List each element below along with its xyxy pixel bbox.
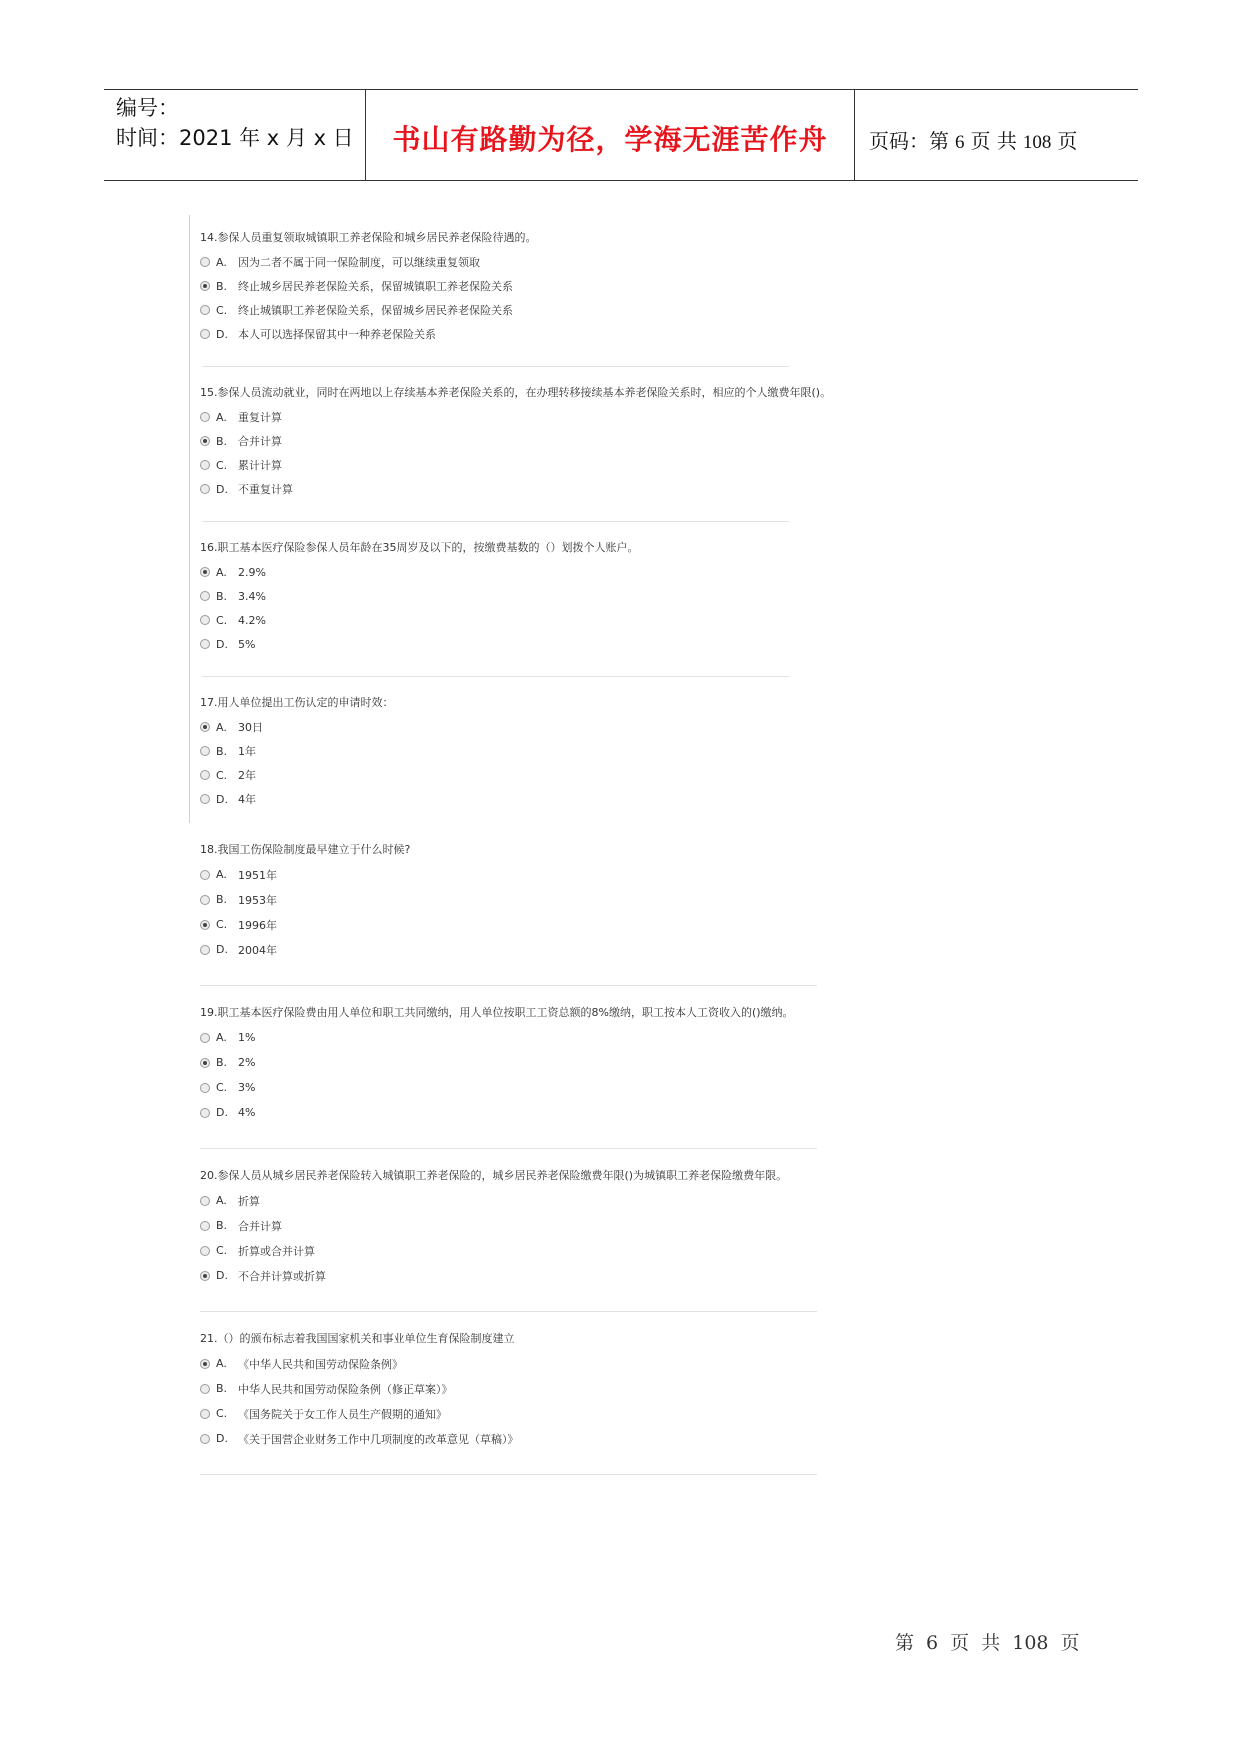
option-text: 本人可以选择保留其中一种养老保险关系	[238, 328, 436, 341]
option-c[interactable]	[200, 298, 537, 322]
option-a[interactable]	[200, 715, 394, 739]
option-letter: D.	[216, 1432, 228, 1445]
option-d[interactable]	[200, 322, 537, 346]
option-text: 30日	[238, 721, 263, 734]
option-letter: C.	[216, 918, 228, 931]
question-separator	[200, 985, 817, 986]
radio-button[interactable]	[200, 1359, 210, 1369]
option-text: 5%	[238, 637, 256, 651]
option-text: 1年	[238, 745, 256, 758]
radio-button[interactable]	[200, 1033, 210, 1043]
page-current: 6	[955, 131, 965, 153]
option-d[interactable]	[200, 937, 410, 962]
question-15	[200, 381, 831, 501]
option-b[interactable]	[200, 1213, 787, 1238]
question-title: 14.参保人员重复领取城镇职工养老保险和城乡居民养老保险待遇的。	[200, 231, 537, 244]
radio-button[interactable]	[200, 722, 210, 732]
option-text: 不重复计算	[238, 483, 293, 496]
option-text: 重复计算	[238, 411, 282, 424]
question-separator	[200, 1148, 817, 1149]
option-letter: B.	[216, 434, 228, 448]
question-separator	[202, 676, 789, 677]
question-separator	[202, 366, 789, 367]
radio-button[interactable]	[200, 920, 210, 930]
option-letter: B.	[216, 1219, 228, 1232]
option-b[interactable]	[200, 274, 537, 298]
option-letter: A.	[216, 1194, 227, 1207]
option-a[interactable]	[200, 862, 410, 887]
radio-button[interactable]	[200, 484, 210, 494]
number-label: 编号：	[116, 96, 179, 120]
page-suffix: 页	[1057, 128, 1078, 153]
radio-button[interactable]	[200, 329, 210, 339]
question-separator	[202, 521, 789, 522]
option-text: 折算	[238, 1194, 260, 1208]
option-b[interactable]	[200, 739, 394, 763]
option-c[interactable]	[200, 912, 410, 937]
option-letter: A.	[216, 720, 227, 734]
option-letter: C.	[216, 1407, 228, 1420]
radio-button[interactable]	[200, 639, 210, 649]
radio-button[interactable]	[200, 591, 210, 601]
option-text: 折算或合并计算	[238, 1244, 315, 1258]
question-title: 17.用人单位提出工伤认定的申请时效：	[200, 696, 394, 709]
radio-button[interactable]	[200, 945, 210, 955]
radio-button[interactable]	[200, 794, 210, 804]
question-separator	[200, 1474, 817, 1475]
option-text: 累计计算	[238, 459, 282, 472]
radio-button[interactable]	[200, 895, 210, 905]
radio-button[interactable]	[200, 436, 210, 446]
radio-button[interactable]	[200, 1196, 210, 1206]
question-title: 21.（）的颁布标志着我国国家机关和事业单位生育保险制度建立	[200, 1332, 515, 1345]
question-title: 20.参保人员从城乡居民养老保险转入城镇职工养老保险的，城乡居民养老保险缴费年限()为城镇职工养老保险缴费年限。	[200, 1169, 788, 1182]
option-letter: B.	[216, 1382, 228, 1395]
left-border-line	[189, 215, 190, 823]
option-letter: C.	[216, 768, 228, 782]
option-text: 终止城乡居民养老保险关系，保留城镇职工养老保险关系	[238, 280, 513, 293]
option-letter: C.	[216, 458, 228, 472]
option-text: 合并计算	[238, 1219, 282, 1233]
radio-button[interactable]	[200, 1108, 210, 1118]
question-title: 18.我国工伤保险制度最早建立于什么时候?	[200, 843, 411, 856]
option-text: 终止城镇职工养老保险关系，保留城乡居民养老保险关系	[238, 304, 513, 317]
option-letter: A.	[216, 868, 227, 881]
option-letter: D.	[216, 482, 228, 496]
option-text: 《中华人民共和国劳动保险条例》	[238, 1357, 403, 1371]
option-text: 2%	[238, 1056, 256, 1069]
option-text: 4.2%	[238, 613, 266, 627]
option-text: 2.9%	[238, 565, 266, 579]
option-text: 2年	[238, 769, 256, 782]
option-text: 1%	[238, 1031, 256, 1044]
time-label: 时间：2021 年 x 月 x 日	[116, 126, 354, 150]
option-text: 不合并计算或折算	[238, 1269, 326, 1283]
radio-button[interactable]	[200, 870, 210, 880]
radio-button[interactable]	[200, 412, 210, 422]
option-letter: D.	[216, 1269, 228, 1282]
radio-button[interactable]	[200, 567, 210, 577]
question-title: 16.职工基本医疗保险参保人员年龄在35周岁及以下的，按缴费基数的（）划拨个人账户。	[200, 541, 639, 554]
question-separator	[200, 1311, 817, 1312]
question-title: 15.参保人员流动就业，同时在两地以上存续基本养老保险关系的，在办理转移接续基本养老保险关系时，相应的个人缴费年限()。	[200, 386, 832, 399]
option-text: 1951年	[238, 868, 277, 882]
option-d[interactable]	[200, 787, 394, 811]
option-letter: A.	[216, 1357, 227, 1370]
option-c[interactable]	[200, 453, 831, 477]
option-text: 4%	[238, 1106, 256, 1119]
radio-button[interactable]	[200, 1246, 210, 1256]
page-total: 108	[1022, 131, 1052, 153]
option-text: 《关于国营企业财务工作中几项制度的改革意见（草稿）》	[238, 1432, 519, 1446]
option-letter: D.	[216, 943, 228, 956]
option-letter: B.	[216, 589, 228, 603]
option-letter: B.	[216, 744, 228, 758]
option-text: 2004年	[238, 943, 277, 957]
option-letter: C.	[216, 1244, 228, 1257]
radio-button[interactable]	[200, 1271, 210, 1281]
radio-button[interactable]	[200, 615, 210, 625]
option-b[interactable]	[200, 429, 831, 453]
radio-button[interactable]	[200, 281, 210, 291]
option-text: 3.4%	[238, 589, 266, 603]
option-d[interactable]	[200, 632, 639, 656]
option-c[interactable]	[200, 763, 394, 787]
option-letter: C.	[216, 303, 228, 317]
option-d[interactable]	[200, 1426, 519, 1451]
radio-button[interactable]	[200, 1221, 210, 1231]
option-a[interactable]	[200, 405, 831, 429]
option-letter: C.	[216, 613, 228, 627]
option-text: 1996年	[238, 918, 277, 932]
option-c[interactable]	[200, 608, 639, 632]
question-16	[200, 536, 639, 656]
page-footer: 第 6 页 共 108 页	[895, 1632, 1080, 1654]
option-letter: D.	[216, 792, 228, 806]
option-letter: A.	[216, 565, 227, 579]
option-d[interactable]	[200, 477, 831, 501]
option-text: 1953年	[238, 893, 277, 907]
option-letter: D.	[216, 1106, 228, 1119]
radio-button[interactable]	[200, 746, 210, 756]
question-19	[200, 1001, 794, 1125]
radio-button[interactable]	[200, 305, 210, 315]
option-a[interactable]	[200, 1188, 787, 1213]
option-b[interactable]	[200, 1050, 794, 1075]
option-letter: B.	[216, 279, 228, 293]
question-17	[200, 691, 394, 811]
radio-button[interactable]	[200, 1434, 210, 1444]
question-title: 19.职工基本医疗保险费由用人单位和职工共同缴纳，用人单位按职工工资总额的8%缴纳，职工按本人工资收入的()缴纳。	[200, 1006, 794, 1019]
option-c[interactable]	[200, 1075, 794, 1100]
question-21	[200, 1327, 519, 1451]
option-a[interactable]	[200, 1351, 519, 1376]
option-c[interactable]	[200, 1401, 519, 1426]
option-text: 合并计算	[238, 435, 282, 448]
option-b[interactable]	[200, 584, 639, 608]
question-18	[200, 838, 410, 962]
option-d[interactable]	[200, 1263, 787, 1288]
radio-button[interactable]	[200, 1058, 210, 1068]
option-c[interactable]	[200, 1238, 787, 1263]
option-letter: A.	[216, 255, 227, 269]
option-d[interactable]	[200, 1100, 794, 1125]
option-letter: D.	[216, 637, 228, 651]
question-14	[200, 226, 537, 346]
radio-button[interactable]	[200, 770, 210, 780]
option-letter: C.	[216, 1081, 228, 1094]
option-text: 3%	[238, 1081, 256, 1094]
option-text: 《国务院关于女工作人员生产假期的通知》	[238, 1407, 447, 1421]
option-a[interactable]	[200, 1025, 794, 1050]
slogan: 书山有路勤为径，学海无涯苦作舟	[392, 123, 828, 156]
option-letter: D.	[216, 327, 228, 341]
page-mid: 页 共	[970, 128, 1017, 153]
option-letter: A.	[216, 1031, 227, 1044]
radio-button[interactable]	[200, 257, 210, 267]
option-b[interactable]	[200, 1376, 519, 1401]
option-a[interactable]	[200, 250, 537, 274]
page-prefix: 页码：第	[869, 128, 949, 153]
radio-button[interactable]	[200, 460, 210, 470]
radio-button[interactable]	[200, 1083, 210, 1093]
option-a[interactable]	[200, 560, 639, 584]
radio-button[interactable]	[200, 1384, 210, 1394]
option-text: 因为二者不属于同一保险制度，可以继续重复领取	[238, 256, 480, 269]
option-text: 中华人民共和国劳动保险条例（修正草案）》	[238, 1382, 453, 1396]
option-letter: B.	[216, 893, 228, 906]
radio-button[interactable]	[200, 1409, 210, 1419]
option-letter: A.	[216, 410, 227, 424]
question-20	[200, 1164, 787, 1288]
option-text: 4年	[238, 793, 256, 806]
option-b[interactable]	[200, 887, 410, 912]
option-letter: B.	[216, 1056, 228, 1069]
